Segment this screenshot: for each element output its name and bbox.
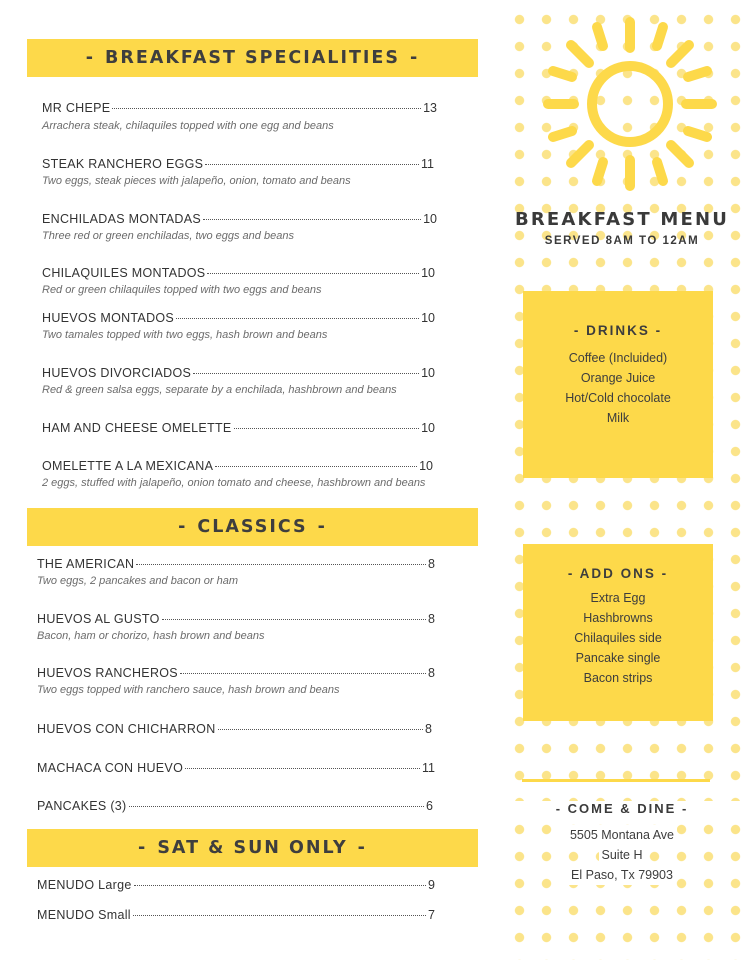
dot-leader [136,564,426,565]
item-price: 8 [428,557,435,571]
menu-item-menudo-small [37,908,435,922]
item-description: Arrachera steak, chilaquiles topped with one egg and beans [42,120,334,132]
item-name: THE AMERICAN [37,557,135,571]
dot-leader [134,885,426,886]
item-name: HUEVOS AL GUSTO [37,612,160,626]
addons-list [523,588,713,688]
banner-dash: - [85,48,96,68]
dot-leader [133,915,426,916]
dot-leader [112,108,421,109]
list-item: Coffee (Incluided) [568,351,668,365]
item-price: 11 [422,761,435,775]
item-price: 10 [421,266,435,280]
breakfast-banner [27,39,478,77]
item-name: OMELETTE A LA MEXICANA [42,459,214,473]
menu-item-mr-chepe [42,101,437,115]
list-item: Bacon strips [583,671,653,685]
item-price: 8 [428,666,435,680]
item-name: MACHACA CON HUEVO [37,761,184,775]
item-price: 8 [428,612,435,626]
banner-dash: - [138,838,148,858]
list-item: Extra Egg [590,591,646,605]
dot-leader [207,273,419,274]
dot-leader [176,318,419,319]
menu-item-huevos-al-gusto [37,612,435,626]
item-price: 9 [428,878,435,892]
item-name: ENCHILADAS MONTADAS [42,212,201,226]
menu-item-huevos-montados [42,311,435,325]
item-name: PANCAKES (3) [37,799,127,813]
item-name: CHILAQUILES MONTADOS [42,266,206,280]
item-name: HUEVOS CON CHICHARRON [37,722,216,736]
item-name: MENUDO Large [37,878,132,892]
item-price: 7 [428,908,435,922]
menu-item-machaca [37,761,435,775]
menu-item-pancakes [37,799,433,813]
item-name: HAM AND CHEESE OMELETTE [42,421,232,435]
dot-leader [215,466,417,467]
menu-item-menudo-large [37,878,435,892]
address-line: El Paso, Tx 79903 [568,865,676,885]
dot-leader [129,806,425,807]
item-name: MENUDO Small [37,908,131,922]
drinks-title: - DRINKS - [573,323,663,338]
address-line: Suite H [599,845,646,865]
item-name: HUEVOS DIVORCIADOS [42,366,192,380]
dot-leader [193,373,419,374]
banner-dash: - [178,517,188,537]
item-price: 13 [423,101,437,115]
drinks-list [523,348,713,428]
weekend-banner [27,829,478,867]
drinks-box [523,291,713,478]
item-description: Two tamales topped with two eggs, hash brown and beans [42,329,328,341]
item-name: STEAK RANCHERO EGGS [42,157,204,171]
item-price: 10 [423,212,437,226]
menu-title: BREAKFAST MENU [514,209,730,230]
menu-item-omelette-mexicana [42,459,433,473]
classics-heading: CLASSICS [197,517,308,537]
list-item: Orange Juice [580,371,656,385]
list-item: Hashbrowns [583,611,653,625]
address [503,825,741,885]
menu-item-the-american [37,557,435,571]
item-description: Three red or green enchiladas, two eggs and beans [42,230,294,242]
dot-leader [162,619,426,620]
item-price: 6 [426,799,433,813]
item-price: 10 [421,421,435,435]
item-description: Two eggs, steak pieces with jalapeño, onion, tomato and beans [42,175,351,187]
menu-item-enchiladas [42,212,437,226]
item-description: Red & green salsa eggs, separate by a enchilada, hashbrown and beans [42,384,397,396]
item-price: 8 [425,722,432,736]
menu-item-ham-cheese-omelette [42,421,435,435]
item-description: Red or green chilaquiles topped with two eggs and beans [42,284,322,296]
contact-title: - COME & DINE - [503,801,741,816]
item-name: HUEVOS MONTADOS [42,311,175,325]
item-name: MR CHEPE [42,101,111,115]
item-price: 11 [421,157,434,171]
item-description: Two eggs, 2 pancakes and bacon or ham [37,575,238,587]
menu-item-huevos-rancheros [37,666,435,680]
item-description: 2 eggs, stuffed with jalapeño, onion tomato and cheese, hashbrown and beans [42,477,426,489]
dot-leader [234,428,420,429]
addons-box [523,544,713,721]
list-item: Chilaquiles side [574,631,662,645]
classics-banner [27,508,478,546]
banner-dash: - [317,517,327,537]
item-price: 10 [419,459,433,473]
menu-item-huevos-divorciados [42,366,435,380]
weekend-heading: SAT & SUN ONLY [157,838,348,858]
menu-subtitle: SERVED 8AM TO 12AM [544,235,700,247]
dot-leader [218,729,424,730]
dot-leader [203,219,421,220]
addons-title: - ADD ONS - [567,566,669,581]
item-name: HUEVOS RANCHEROS [37,666,178,680]
dot-leader [180,673,426,674]
item-description: Bacon, ham or chorizo, hash brown and beans [37,630,265,642]
list-item: Pancake single [575,651,661,665]
sun-icon [540,14,720,194]
item-description: Two eggs topped with ranchero sauce, hash brown and beans [37,684,340,696]
item-price: 10 [421,311,435,325]
menu-item-steak-ranchero [42,157,434,171]
banner-dash: - [357,838,367,858]
list-item: Milk [606,411,630,425]
menu-item-huevos-chicharron [37,722,432,736]
banner-dash: - [409,48,420,68]
divider [522,779,710,782]
menu-item-chilaquiles [42,266,435,280]
dot-leader [185,768,420,769]
item-price: 10 [421,366,435,380]
dot-leader [205,164,419,165]
breakfast-heading: BREAKFAST SPECIALITIES [105,48,400,68]
address-line: 5505 Montana Ave [567,825,677,845]
list-item: Hot/Cold chocolate [565,391,671,405]
